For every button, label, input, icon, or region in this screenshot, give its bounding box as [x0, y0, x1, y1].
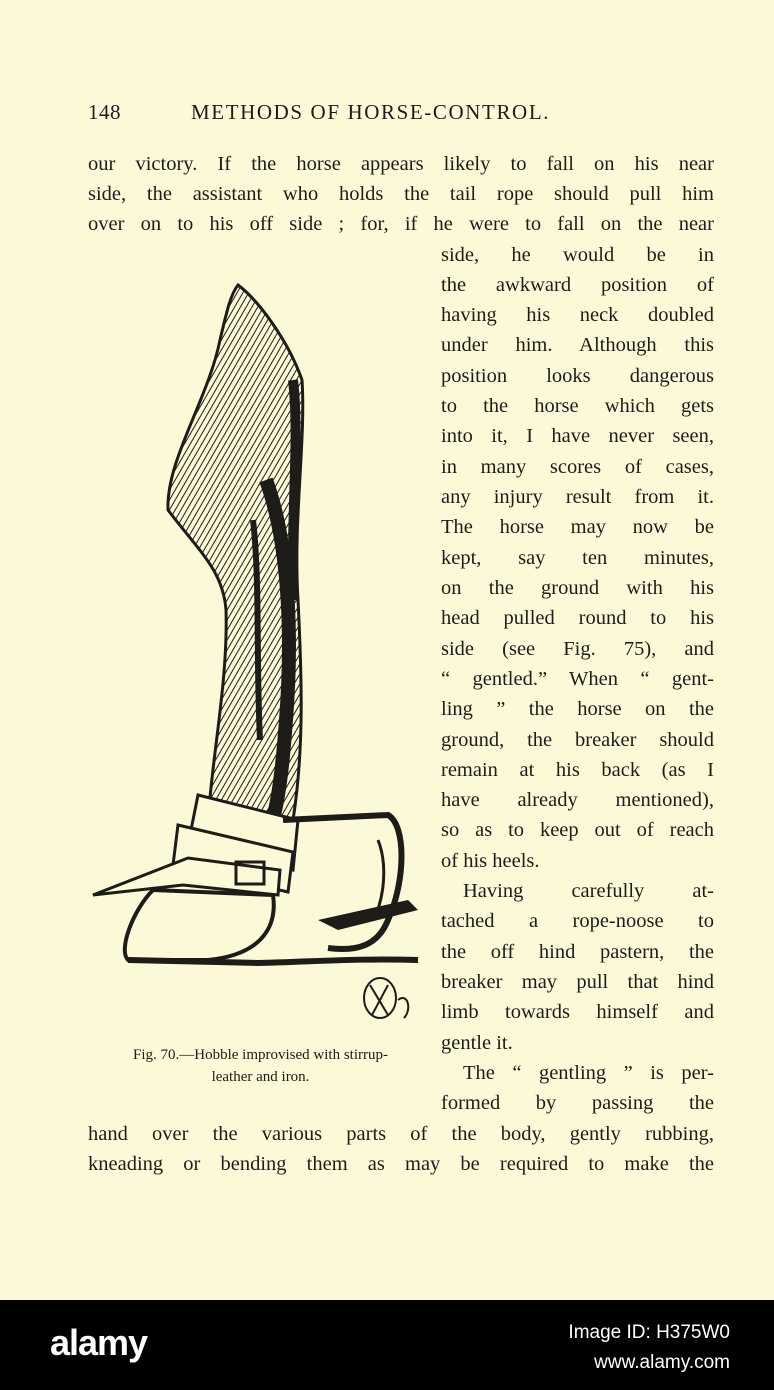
column-text-line: The “ gentling ” is per- [463, 1062, 714, 1084]
column-text-line: The horse may now be [441, 516, 714, 538]
alamy-logo: alamy [50, 1322, 148, 1363]
column-text-line: on the ground with his [441, 577, 714, 599]
text-line: side, the assistant who holds the tail rope should pull him [88, 183, 714, 205]
site-url: www.alamy.com [594, 1352, 730, 1373]
artist-monogram [364, 978, 408, 1018]
column-text-line: head pulled round to his [441, 607, 714, 629]
column-text-line: breaker may pull that hind [441, 971, 714, 993]
running-title: METHODS OF HORSE-CONTROL. [191, 100, 551, 124]
column-text-line: Having carefully at- [463, 880, 714, 902]
figure-caption [88, 1044, 433, 1088]
page-number: 148 [88, 100, 121, 124]
column-text-line: side, he would be in [441, 244, 714, 266]
column-text-line: remain at his back (as I [441, 759, 714, 781]
column-text-line: under him. Although this [441, 334, 714, 356]
column-text-line: in many scores of cases, [441, 456, 714, 478]
column-text-line: ling ” the horse on the [441, 698, 714, 720]
image-id-label: Image ID: H375W0 [568, 1322, 730, 1343]
column-text-line: limb towards himself and [441, 1001, 714, 1023]
column-text-line: side (see Fig. 75), and [441, 638, 714, 660]
column-text-line: so as to keep out of reach [441, 819, 714, 841]
caption-line: leather and iron. [211, 1069, 310, 1085]
column-text-line: of his heels. [441, 850, 540, 872]
column-text-line: the awkward position of [441, 274, 714, 296]
column-text-line: any injury result from it. [441, 486, 714, 508]
column-text-line: have already mentioned), [441, 789, 714, 811]
text-line: our victory. If the horse appears likely to fall on his near [88, 153, 714, 175]
column-text-line: the off hind pastern, the [441, 941, 714, 963]
column-text-line: into it, I have never seen, [441, 425, 714, 447]
column-text-line: gentle it. [441, 1032, 513, 1054]
hobble-illustration [88, 280, 433, 1040]
page-header [88, 100, 714, 130]
column-text-line: to the horse which gets [441, 395, 714, 417]
stock-watermark-bar [0, 1300, 774, 1390]
column-text-line: tached a rope-noose to [441, 910, 714, 932]
hoof-drawing [125, 890, 418, 963]
column-text-line: ground, the breaker should [441, 729, 714, 751]
text-line: kneading or bending them as may be required to make the [88, 1153, 714, 1175]
text-line: hand over the various parts of the body, gently rubbing, [88, 1123, 714, 1145]
leg-drawing [168, 285, 303, 820]
text-line: over on to his off side ; for, if he were to fall on the near [88, 213, 714, 235]
column-text-line: having his neck doubled [441, 304, 714, 326]
stirrup-iron [283, 815, 402, 949]
column-text-line: “ gentled.” When “ gent- [441, 668, 714, 690]
column-text-line: kept, say ten minutes, [441, 547, 714, 569]
column-text-line: position looks dangerous [441, 365, 714, 387]
caption-line: Fig. 70.—Hobble improvised with stirrup- [133, 1047, 388, 1063]
column-text-line: formed by passing the [441, 1092, 714, 1114]
